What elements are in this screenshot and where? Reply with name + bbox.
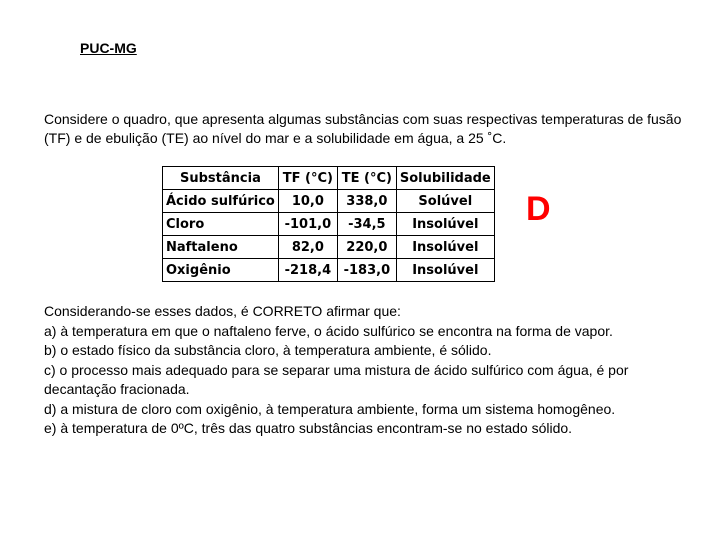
column-header-substance: Substância [163, 167, 279, 190]
cell-tf: 82,0 [278, 236, 337, 259]
question-prompt: Considerando-se esses dados, é CORRETO afirmar que: [44, 303, 401, 319]
option-d: d) a mistura de cloro com oxigênio, à temperatura ambiente, forma um sistema homogêneo. [44, 400, 616, 417]
cell-substance: Cloro [163, 213, 279, 236]
intro-text: Considere o quadro, que apresenta algumas substâncias com suas respectivas temperaturas de fusão (TF) e de ebulição (TE) ao nível do mar e a solubilidade em água, a 25 ˚C. [44, 111, 682, 146]
table-row [163, 259, 495, 282]
cell-te: -34,5 [337, 213, 396, 236]
table-header-row [163, 167, 495, 190]
table-row [163, 190, 495, 213]
table-row [163, 213, 495, 236]
cell-tf: -218,4 [278, 259, 337, 282]
cell-te: -183,0 [337, 259, 396, 282]
answer-letter: D [526, 190, 551, 228]
option-c: c) o processo mais adequado para se separar uma mistura de ácido sulfúrico com água, é por decantação fracionada. [44, 361, 629, 397]
cell-substance: Oxigênio [163, 259, 279, 282]
source-label: PUC-MG [80, 40, 137, 56]
table-row [163, 236, 495, 259]
cell-substance: Ácido sulfúrico [163, 190, 279, 213]
cell-solubility: Insolúvel [396, 259, 494, 282]
cell-te: 338,0 [337, 190, 396, 213]
cell-solubility: Solúvel [396, 190, 494, 213]
option-a: a) à temperatura em que o naftaleno ferve, o ácido sulfúrico se encontra na forma de vapor. [44, 322, 613, 339]
option-b: b) o estado físico da substância cloro, à temperatura ambiente, é sólido. [44, 342, 492, 358]
cell-solubility: Insolúvel [396, 213, 494, 236]
cell-substance: Naftaleno [163, 236, 279, 259]
column-header-solubility: Solubilidade [396, 167, 494, 190]
cell-te: 220,0 [337, 236, 396, 259]
substance-table [162, 166, 495, 282]
column-header-te: TE (°C) [337, 167, 396, 190]
cell-tf: -101,0 [278, 213, 337, 236]
cell-tf: 10,0 [278, 190, 337, 213]
question-block [44, 302, 704, 439]
cell-solubility: Insolúvel [396, 236, 494, 259]
option-e: e) à temperatura de 0ºC, três das quatro substâncias encontram-se no estado sólido. [44, 420, 573, 436]
column-header-tf: TF (°C) [278, 167, 337, 190]
